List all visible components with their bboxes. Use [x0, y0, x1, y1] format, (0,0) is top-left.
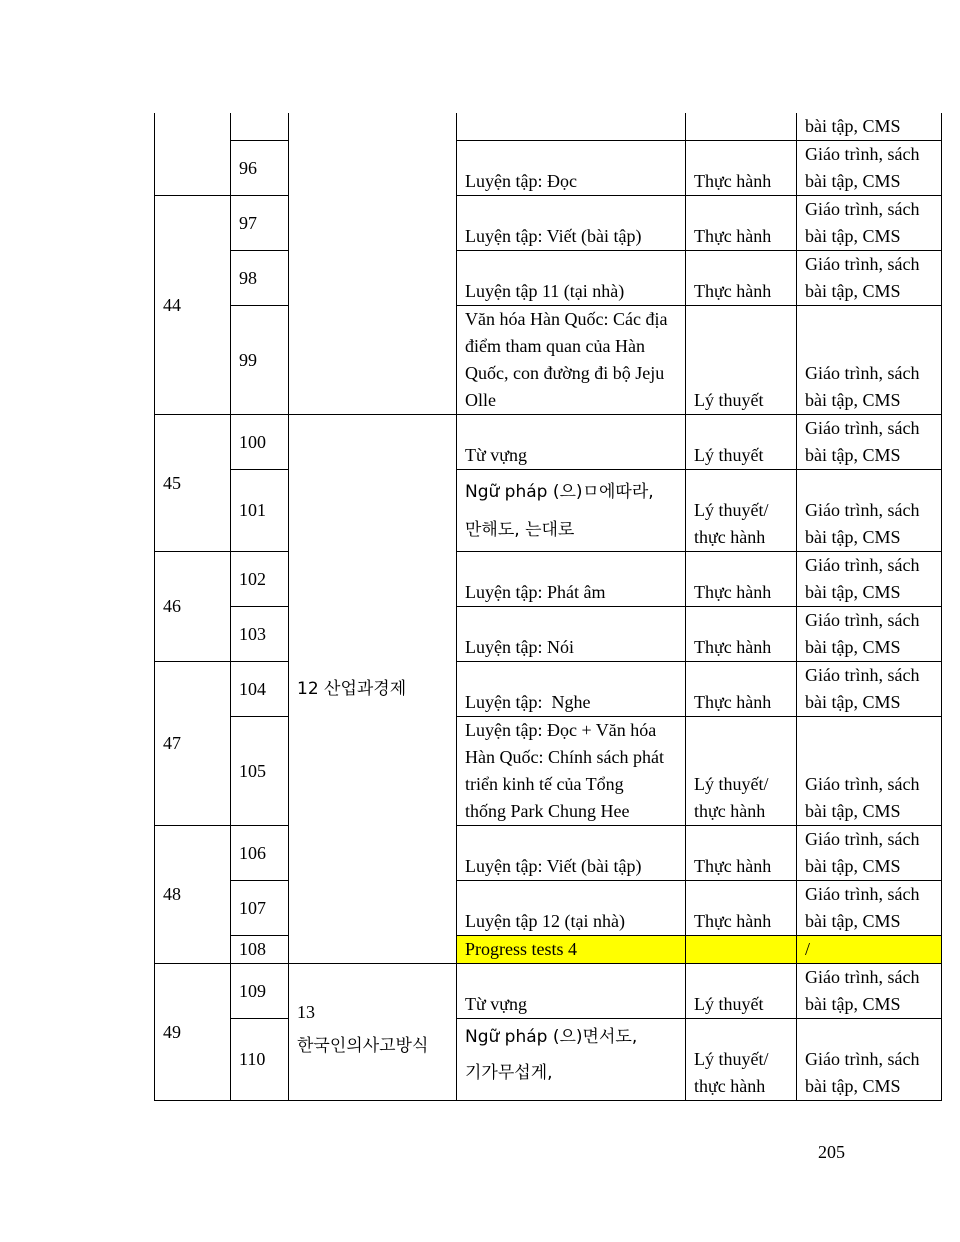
material-cell — [797, 1019, 942, 1101]
content-cell — [457, 552, 686, 607]
material-cell — [797, 552, 942, 607]
type-line: Thực hành — [694, 582, 772, 602]
table-row — [155, 881, 942, 936]
material-line: Giáo trình, sách — [805, 363, 920, 383]
week-cell: 46 — [155, 552, 231, 662]
content-cell — [457, 141, 686, 196]
content-cell — [457, 964, 686, 1019]
table-row — [155, 251, 942, 306]
material-line: Giáo trình, sách — [805, 555, 920, 575]
type-cell — [686, 717, 797, 826]
content-cell — [457, 470, 686, 552]
table-row — [155, 141, 942, 196]
material-cell — [797, 415, 942, 470]
lesson-cell: 103 — [231, 607, 289, 662]
week-cell: 45 — [155, 415, 231, 552]
topic-number: 13 — [297, 1001, 315, 1022]
content-line: Văn hóa Hàn Quốc: Các địa — [465, 309, 668, 329]
table-row — [155, 717, 942, 826]
content-cell — [457, 251, 686, 306]
content-line: Từ vựng — [465, 994, 528, 1014]
content-cell — [457, 306, 686, 415]
lesson-cell: 108 — [231, 936, 289, 964]
type-line: Thực hành — [694, 226, 772, 246]
topic-cell — [289, 113, 457, 415]
table-row — [155, 1019, 942, 1101]
type-line: Lý thuyết/ — [694, 500, 769, 520]
material-line: bài tập, CMS — [805, 582, 901, 602]
type-line: Lý thuyết — [694, 994, 764, 1014]
material-cell — [797, 717, 942, 826]
material-line: / — [805, 939, 811, 959]
material-cell — [797, 470, 942, 552]
content-line: Luyện tập 11 (tại nhà) — [465, 281, 625, 301]
type-line: thực hành — [694, 1076, 766, 1096]
content-line: thống Park Chung Hee — [465, 801, 630, 821]
type-cell — [686, 936, 797, 964]
week-cell: 48 — [155, 826, 231, 964]
topic-title: 12 산업과경제 — [297, 679, 407, 699]
material-line: bài tập, CMS — [805, 527, 901, 547]
material-line: bài tập, CMS — [805, 801, 901, 821]
material-line: bài tập, CMS — [805, 226, 901, 246]
material-cell — [797, 306, 942, 415]
table-row — [155, 607, 942, 662]
topic-cell — [289, 415, 457, 964]
type-cell — [686, 141, 797, 196]
material-cell — [797, 881, 942, 936]
content-line: Luyện tập: Viết (bài tập) — [465, 856, 642, 876]
content-cell — [457, 662, 686, 717]
material-cell — [797, 141, 942, 196]
topic-title: 한국인의사고방식 — [297, 1035, 429, 1056]
type-cell — [686, 470, 797, 552]
type-line: thực hành — [694, 527, 766, 547]
type-line: Lý thuyết — [694, 445, 764, 465]
material-line: Giáo trình, sách — [805, 144, 920, 164]
material-line: bài tập, CMS — [805, 116, 901, 136]
content-cell — [457, 936, 686, 964]
type-cell — [686, 881, 797, 936]
schedule-table — [154, 113, 942, 1101]
page-number: 205 — [818, 1142, 845, 1162]
material-cell — [797, 662, 942, 717]
material-line: bài tập, CMS — [805, 911, 901, 931]
content-line: Luyện tập: Viết (bài tập) — [465, 226, 642, 246]
material-line: Giáo trình, sách — [805, 199, 920, 219]
material-line: Giáo trình, sách — [805, 967, 920, 987]
table-row — [155, 113, 942, 141]
material-cell — [797, 113, 942, 141]
material-cell — [797, 251, 942, 306]
content-cell — [457, 607, 686, 662]
content-line: Progress tests 4 — [465, 939, 577, 959]
content-line: Ngữ pháp (으)ㅁ에따라, — [465, 481, 654, 502]
content-cell — [457, 415, 686, 470]
content-line: Từ vựng — [465, 445, 528, 465]
material-line: Giáo trình, sách — [805, 1049, 920, 1069]
lesson-cell: 100 — [231, 415, 289, 470]
material-cell — [797, 607, 942, 662]
lesson-cell: 96 — [231, 141, 289, 196]
lesson-cell — [231, 113, 289, 141]
lesson-cell: 98 — [231, 251, 289, 306]
type-cell — [686, 662, 797, 717]
content-line: 만해도, 는대로 — [465, 519, 575, 540]
material-line: Giáo trình, sách — [805, 774, 920, 794]
week-cell: 49 — [155, 964, 231, 1101]
material-line: Giáo trình, sách — [805, 500, 920, 520]
material-line: bài tập, CMS — [805, 856, 901, 876]
topic-cell — [289, 964, 457, 1101]
type-line: Lý thuyết/ — [694, 1049, 769, 1069]
material-cell — [797, 196, 942, 251]
type-line: Thực hành — [694, 637, 772, 657]
content-cell — [457, 196, 686, 251]
lesson-cell: 99 — [231, 306, 289, 415]
material-line: bài tập, CMS — [805, 390, 901, 410]
type-line: Thực hành — [694, 911, 772, 931]
type-cell — [686, 607, 797, 662]
type-line: Thực hành — [694, 171, 772, 191]
material-line: Giáo trình, sách — [805, 254, 920, 274]
table-row — [155, 470, 942, 552]
type-cell — [686, 113, 797, 141]
material-line: bài tập, CMS — [805, 1076, 901, 1096]
content-line: triển kinh tế của Tổng — [465, 774, 624, 794]
type-cell — [686, 964, 797, 1019]
type-line: Lý thuyết/ — [694, 774, 769, 794]
content-line: Luyện tập: Phát âm — [465, 582, 606, 602]
type-cell — [686, 251, 797, 306]
content-cell — [457, 1019, 686, 1101]
content-line: Ngữ pháp (으)면서도, — [465, 1027, 638, 1047]
lesson-cell: 105 — [231, 717, 289, 826]
content-line: 기가무섭게, — [465, 1063, 553, 1083]
week-cell: 44 — [155, 196, 231, 415]
content-line: điểm tham quan của Hàn — [465, 336, 645, 356]
material-cell — [797, 964, 942, 1019]
table-row — [155, 826, 942, 881]
content-line: Luyện tập: Đọc — [465, 171, 577, 191]
content-line: Olle — [465, 390, 496, 410]
lesson-cell: 104 — [231, 662, 289, 717]
content-cell — [457, 881, 686, 936]
type-line: thực hành — [694, 801, 766, 821]
week-cell: 47 — [155, 662, 231, 826]
material-cell — [797, 936, 942, 964]
material-line: bài tập, CMS — [805, 171, 901, 191]
lesson-cell: 109 — [231, 964, 289, 1019]
week-cell — [155, 113, 231, 196]
table-row-highlighted — [155, 936, 942, 964]
content-line: Luyện tập: Nghe — [465, 692, 591, 712]
material-line: Giáo trình, sách — [805, 418, 920, 438]
type-cell — [686, 1019, 797, 1101]
type-line: Thực hành — [694, 856, 772, 876]
content-line: Luyện tập: Đọc + Văn hóa — [465, 720, 657, 740]
content-line: Hàn Quốc: Chính sách phát — [465, 747, 664, 767]
table-row — [155, 306, 942, 415]
material-cell — [797, 826, 942, 881]
material-line: bài tập, CMS — [805, 637, 901, 657]
type-cell — [686, 196, 797, 251]
type-cell — [686, 552, 797, 607]
table-row — [155, 196, 942, 251]
lesson-cell: 107 — [231, 881, 289, 936]
material-line: Giáo trình, sách — [805, 829, 920, 849]
material-line: Giáo trình, sách — [805, 665, 920, 685]
table-row — [155, 662, 942, 717]
lesson-cell: 97 — [231, 196, 289, 251]
type-line: Lý thuyết — [694, 390, 764, 410]
content-line: Luyện tập: Nói — [465, 637, 574, 657]
material-line: Giáo trình, sách — [805, 610, 920, 630]
content-cell — [457, 826, 686, 881]
lesson-cell: 106 — [231, 826, 289, 881]
material-line: bài tập, CMS — [805, 692, 901, 712]
lesson-cell: 101 — [231, 470, 289, 552]
type-cell — [686, 306, 797, 415]
material-line: bài tập, CMS — [805, 994, 901, 1014]
content-line: Luyện tập 12 (tại nhà) — [465, 911, 625, 931]
lesson-cell: 102 — [231, 552, 289, 607]
lesson-cell: 110 — [231, 1019, 289, 1101]
material-line: bài tập, CMS — [805, 281, 901, 301]
type-cell — [686, 415, 797, 470]
content-cell — [457, 717, 686, 826]
type-line: Thực hành — [694, 692, 772, 712]
content-line: Quốc, con đường đi bộ Jeju — [465, 363, 665, 383]
material-line: bài tập, CMS — [805, 445, 901, 465]
table-row — [155, 415, 942, 470]
material-line: Giáo trình, sách — [805, 884, 920, 904]
type-cell — [686, 826, 797, 881]
type-line: Thực hành — [694, 281, 772, 301]
content-cell — [457, 113, 686, 141]
table-row — [155, 552, 942, 607]
table-row — [155, 964, 942, 1019]
